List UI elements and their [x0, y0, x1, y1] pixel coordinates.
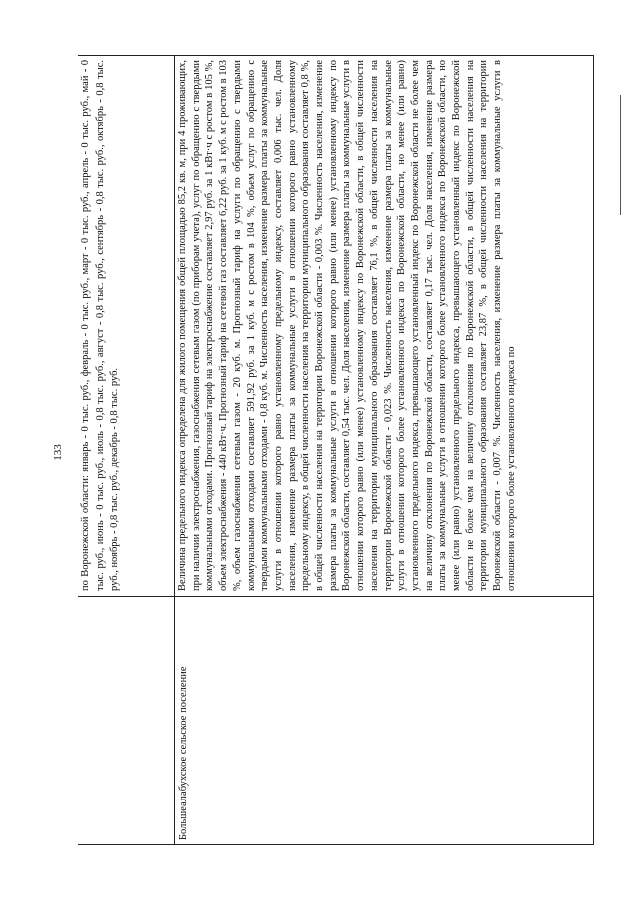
data-table — [78, 55, 594, 845]
table-row — [78, 56, 175, 844]
settlement-name: Большеалабухское сельское поселение — [175, 596, 593, 844]
footnote-separator — [620, 95, 621, 215]
table-cell-empty — [78, 596, 174, 844]
continuation-text: по Воронежской области: январь - 0 тыс. руб., февраль - 0 тыс. руб., март - 0 тыс. руб., апрель - 0 тыс. руб., май - 0 тыс. руб., июнь - 0 тыс. руб., июль - 0,8 тыс. руб., август - 0,8 тыс. руб., сентябрь - 0,8 тыс. руб., октябрь - 0,8 тыс. руб., ноябрь - 0,8 тыс. руб., декабрь - 0,8 тыс. руб. — [80, 60, 121, 591]
table-row — [175, 56, 593, 844]
settlement-description: Величина предельного индекса определена для жилого помещения общей площадью 85,2 кв. м, при 4 проживающих, при наличии электроснабжения, газоснабжения сетевым газом (по приборам учета), услуг по обращению с твердыми коммунальными отходами. Прогнозный тариф на электроснабжение составляет 2,97 руб. за 1 кВт·ч с ростом в 105 %, объем электроснабжения - 440 кВт·ч. Прогнозный тариф на сетевой газ составляет 6,22 руб. за 1 куб. м с ростом в 103 %, объем газоснабжения сетевым газом - 20 куб. м. Прогнозный тариф на услуги по обращению с твердыми коммунальными отходами составляет 591,92 руб. за 1 куб. м с ростом в 104 %, объем услуг по обращению с твердыми коммунальными отходами - 0,8 куб. м. Численность населения, изменение размера платы за коммунальные услуги в отношении которого равно установленному предельному индексу, составляет 0,006 тыс. чел. Доля населения, изменение размера платы за коммунальные услуги в отношении которого равно установленному предельному индексу, в общей численности населения на территории муниципального образования составляет 0,8 %, в общей численности населения на территории Воронежской области - 0,003 %. Численность населения, изменение размера платы за коммунальные услуги в отношении которого равно (или менее) установленному индексу по Воронежской области, составляет 0,54 тыс. чел. Доля населения, изменение размера платы за коммунальные услуги в отношении которого равно (или менее) установленному индексу по Воронежской области, в общей численности населения на территории муниципального образования составляет 76,1 %, в общей численности населения на территории Воронежской области - 0,023 %. Численность населения, изменение размера платы за коммунальные услуги в отношении которого более установленного индекса по Воронежской области, но менее (или равно) установленного предельного индекса, превышающего установленный индекс по Воронежской области не более чем на величину отклонения по Воронежской области, составляет 0,17 тыс. чел. Доля населения, изменение размера платы за коммунальные услуги в отношении которого более установленного индекса по Воронежской области, но менее (или равно) установленного предельного индекса, превышающего установленный индекс по Воронежской области не более чем на величину отклонения по Воронежской области, в общей численности населения на территории муниципального образования составляет 23,87 %, в общей численности населения на территории Воронежской области - 0,007 %. Численность населения, изменение размера платы за коммунальные услуги в отношении которого более установленного индекса по — [177, 60, 517, 591]
page-number: 133 — [52, 444, 64, 461]
